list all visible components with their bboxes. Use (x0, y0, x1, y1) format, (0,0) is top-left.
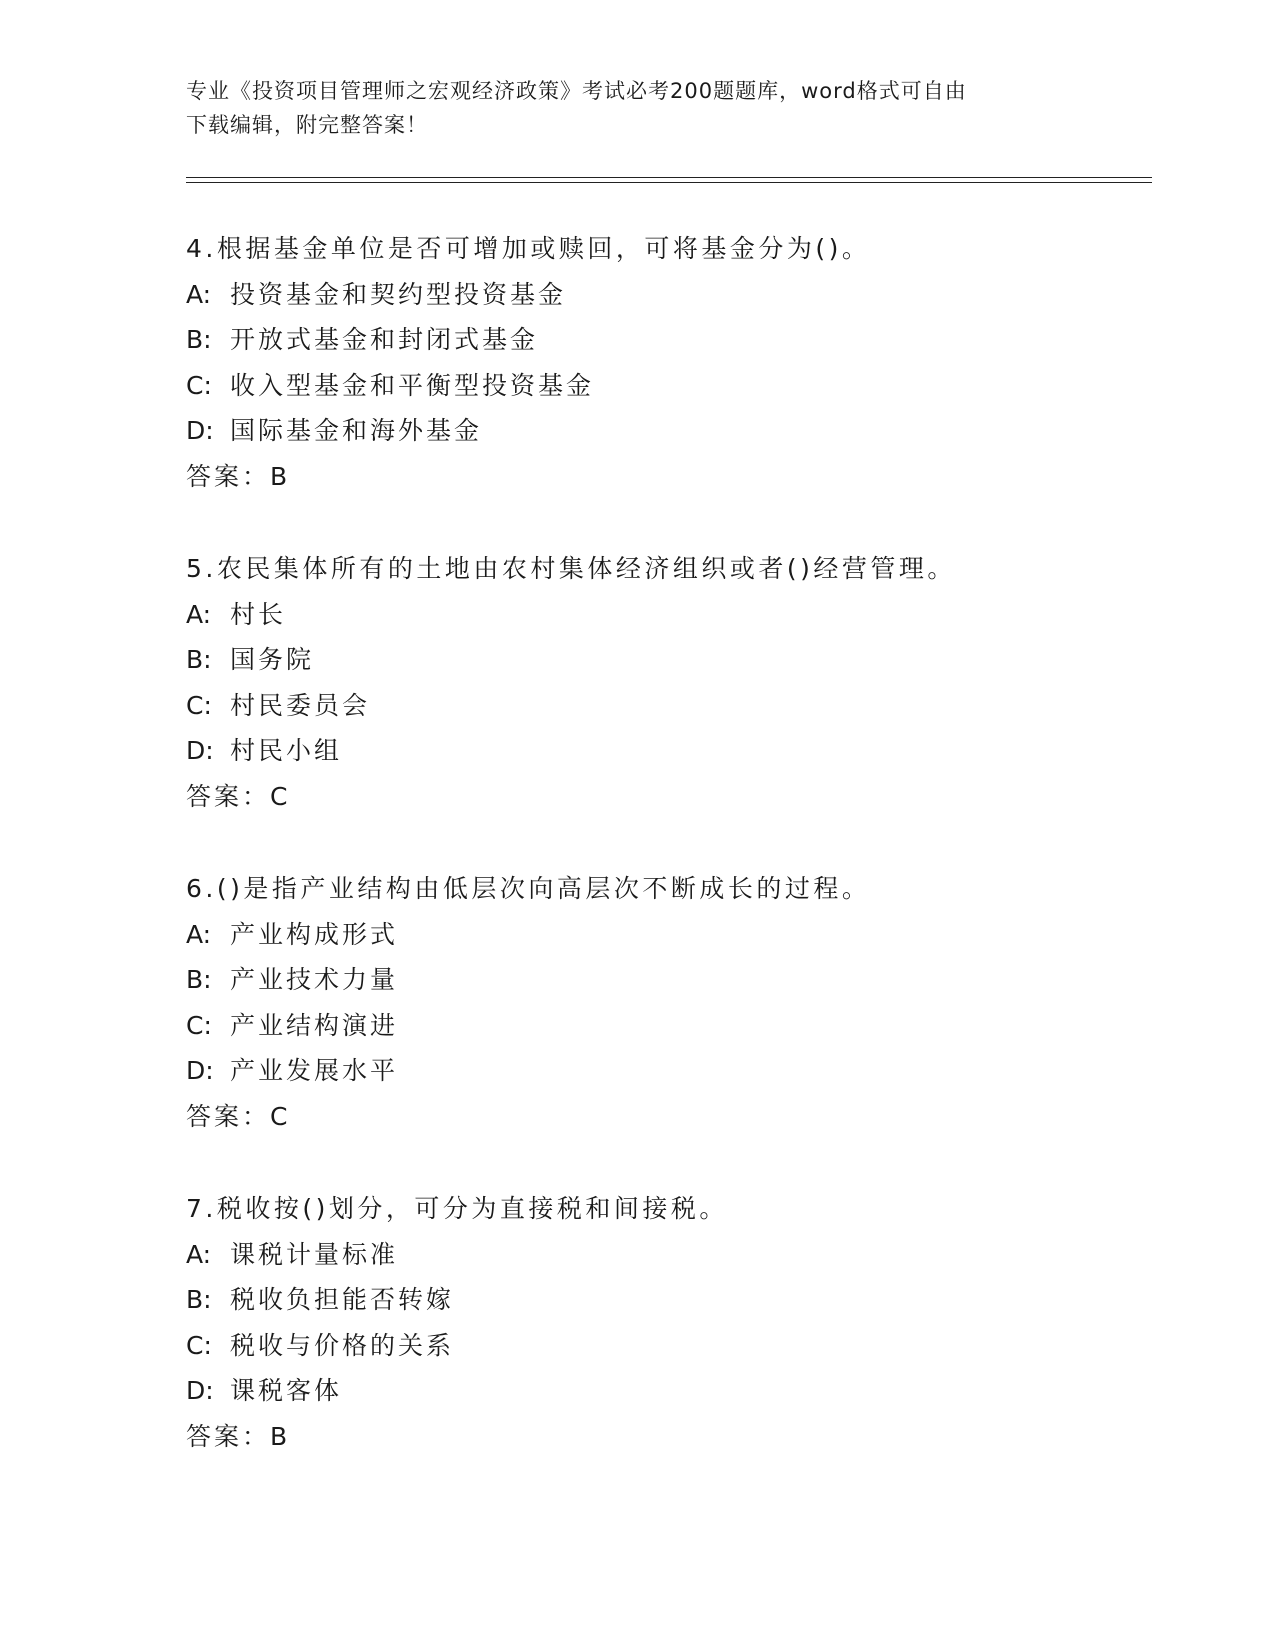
question-5 (186, 546, 1166, 866)
option-letter: D: (186, 1056, 214, 1085)
document-header (186, 74, 1086, 142)
option-text: 课税计量标准 (230, 1239, 399, 1269)
option-text: 产业结构演进 (230, 1010, 399, 1040)
question-stem: 7.税收按()划分，可分为直接税和间接税。 (186, 1194, 728, 1223)
option-d (186, 1048, 1166, 1094)
header-line-2: 下载编辑，附完整答案！ (186, 113, 428, 137)
option-d (186, 408, 1166, 454)
option-a (186, 592, 1166, 638)
option-b (186, 1277, 1166, 1323)
option-b (186, 317, 1166, 363)
option-text: 村长 (230, 599, 287, 629)
option-c (186, 1003, 1166, 1049)
option-text: 产业构成形式 (230, 919, 399, 949)
question-6 (186, 866, 1166, 1186)
question-stem: 6.()是指产业结构由低层次向高层次不断成长的过程。 (186, 874, 871, 903)
option-text: 课税客体 (230, 1376, 343, 1405)
option-text: 国际基金和海外基金 (230, 416, 483, 445)
option-text: 村民小组 (230, 736, 343, 765)
option-letter: B: (186, 965, 212, 994)
option-a (186, 912, 1166, 958)
header-line-1: 专业《投资项目管理师之宏观经济政策》考试必考200题题库，word格式可自由 (186, 79, 967, 103)
option-d (186, 728, 1166, 774)
answer-line: 答案：C (186, 781, 291, 811)
option-text: 国务院 (230, 645, 315, 674)
option-letter: B: (186, 1285, 212, 1314)
option-letter: A: (186, 279, 212, 309)
option-b (186, 637, 1166, 683)
option-a (186, 1232, 1166, 1278)
question-stem: 5.农民集体所有的土地由农村集体经济组织或者()经营管理。 (186, 554, 956, 583)
option-letter: B: (186, 645, 212, 674)
option-c (186, 363, 1166, 409)
option-letter: B: (186, 325, 212, 354)
option-letter: A: (186, 919, 212, 949)
option-text: 收入型基金和平衡型投资基金 (230, 370, 595, 400)
option-text: 产业发展水平 (230, 1056, 399, 1085)
option-a (186, 272, 1166, 318)
option-letter: D: (186, 416, 214, 445)
option-text: 税收负担能否转嫁 (230, 1285, 455, 1314)
option-text: 投资基金和契约型投资基金 (230, 279, 567, 309)
option-letter: A: (186, 1239, 212, 1269)
option-text: 村民委员会 (230, 690, 371, 720)
option-c (186, 683, 1166, 729)
option-d (186, 1368, 1166, 1414)
question-7 (186, 1186, 1166, 1506)
header-divider-bottom (186, 182, 1152, 183)
question-stem: 4.根据基金单位是否可增加或赎回，可将基金分为()。 (186, 234, 871, 263)
option-c (186, 1323, 1166, 1369)
option-text: 产业技术力量 (230, 965, 399, 994)
answer-line: 答案：C (186, 1101, 291, 1131)
option-text: 开放式基金和封闭式基金 (230, 325, 539, 354)
option-letter: C: (186, 1010, 212, 1040)
option-letter: A: (186, 599, 212, 629)
answer-line: 答案：B (186, 461, 291, 491)
option-text: 税收与价格的关系 (230, 1330, 455, 1360)
option-letter: D: (186, 736, 214, 765)
option-letter: C: (186, 370, 212, 400)
question-4 (186, 226, 1166, 546)
option-b (186, 957, 1166, 1003)
option-letter: C: (186, 690, 212, 720)
question-list (186, 226, 1166, 1506)
option-letter: D: (186, 1376, 214, 1405)
header-divider-top (186, 177, 1152, 178)
option-letter: C: (186, 1330, 212, 1360)
answer-line: 答案：B (186, 1421, 291, 1451)
